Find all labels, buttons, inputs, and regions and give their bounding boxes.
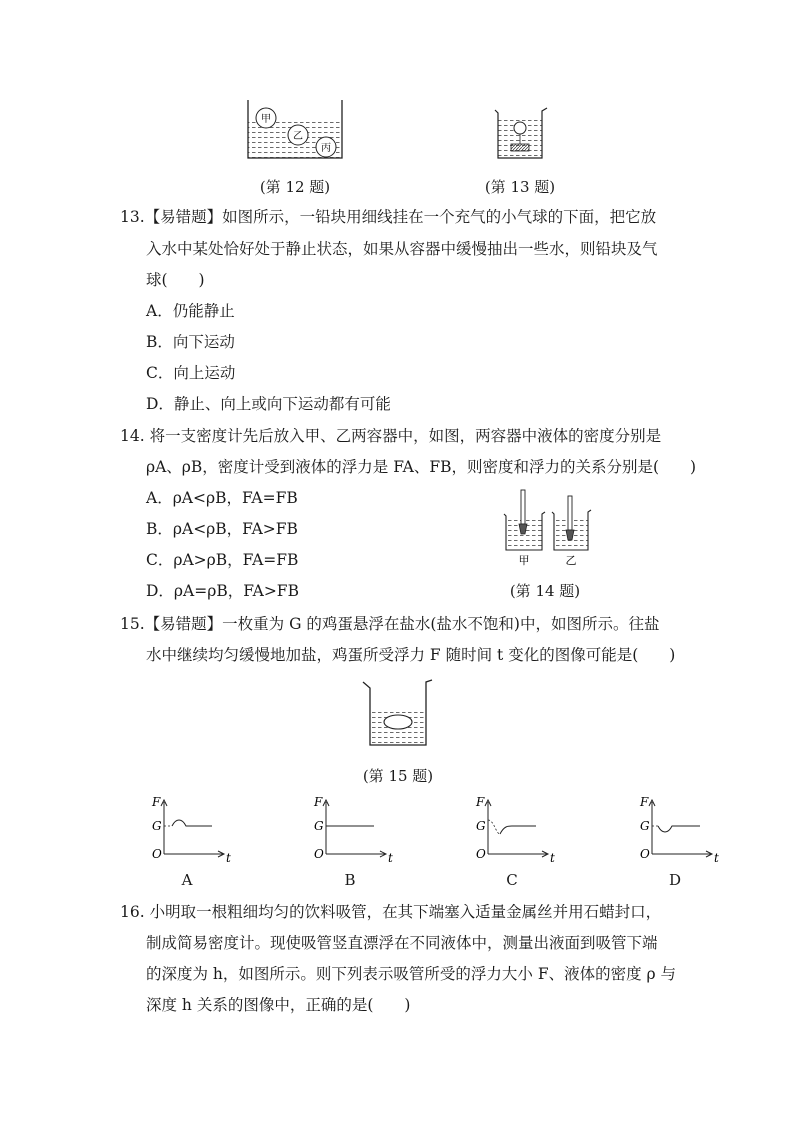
q14-line-2: ρA、ρB，密度计受到液体的浮力是 FA、FB，则密度和浮力的关系分别是( ) [146,458,697,476]
graph-a-O: O [152,847,162,861]
balloon [514,122,526,134]
figure-13 [492,108,550,162]
graph-a-F: F [152,795,161,809]
q16-line-4: 深度 h 关系的图像中，正确的是( ) [146,996,411,1014]
q16-line-1: 16. 小明取一根粗细均匀的饮料吸管，在其下端塞入适量金属丝并用石蜡封口， [120,903,662,921]
graph-a-label: A [181,871,193,889]
figure-12 [246,100,346,162]
label-yi: 乙 [293,131,303,142]
label-jia: 甲 [261,114,271,125]
label-bing: 丙 [321,143,331,154]
graph-d-F: F [640,795,649,809]
q16-line-3: 的深度为 h，如图所示。则下列表示吸管所受的浮力大小 F、液体的密度 ρ 与 [146,965,677,983]
q15-line-1: 15.【易错题】一枚重为 G 的鸡蛋悬浮在盐水(盐水不饱和)中，如图所示。往盐 [120,615,660,633]
graph-b [314,796,394,864]
fig14-label-yi: 乙 [565,554,577,567]
q13-option-c: C．向上运动 [146,364,236,382]
graph-c-F: F [476,795,485,809]
figure-14 [502,488,592,568]
graph-c-G: G [476,819,486,833]
fig14-label-jia: 甲 [518,554,530,567]
figure-15 [360,680,436,750]
q13-option-a: A．仍能静止 [146,302,235,320]
graph-a [152,796,232,864]
fig14-caption: (第 14 题) [509,582,581,600]
q14-option-a: A．ρA<ρB，FA=FB [146,489,298,507]
q13-line-2: 入水中某处恰好处于静止状态，如果从容器中缓慢抽出一些水，则铅块及气 [146,240,658,258]
graph-b-G: G [314,819,324,833]
q13-line-3: 球( ) [146,271,205,289]
graph-d-O: O [640,847,650,861]
q13-option-b: B．向下运动 [146,333,235,351]
q14-option-c: C．ρA>ρB，FA=FB [146,551,299,569]
hydrometer-yi [568,496,572,530]
graph-d-G: G [640,819,650,833]
q15-line-2: 水中继续均匀缓慢地加盐，鸡蛋所受浮力 F 随时间 t 变化的图像可能是( ) [146,646,676,664]
graph-d [640,796,720,864]
q13-line-1: 13.【易错题】如图所示，一铅块用细线挂在一个充气的小气球的下面，把它放 [120,208,657,226]
hydrometer-jia [521,490,525,524]
fig13-caption: (第 13 题) [484,178,556,196]
graph-c-t: t [550,851,555,865]
fig12-caption: (第 12 题) [259,178,331,196]
egg [384,715,412,729]
q14-line-1: 14. 将一支密度计先后放入甲、乙两容器中，如图，两容器中液体的密度分别是 [120,427,662,445]
graph-b-t: t [388,851,393,865]
graph-a-G: G [152,819,162,833]
lead-block [511,144,529,151]
graph-d-t: t [714,851,719,865]
graph-b-O: O [314,847,324,861]
graph-c-O: O [476,847,486,861]
graph-a-t: t [226,851,231,865]
fig15-caption: (第 15 题) [362,767,434,785]
graph-c [476,796,556,864]
graph-b-F: F [314,795,323,809]
q16-line-2: 制成简易密度计。现使吸管竖直漂浮在不同液体中，测量出液面到吸管下端 [146,934,658,952]
q13-option-d: D．静止、向上或向下运动都有可能 [146,395,391,413]
graph-b-label: B [344,871,356,889]
graph-c-label: C [506,871,518,889]
q14-option-d: D．ρA=ρB，FA>FB [146,582,299,600]
graph-d-label: D [668,871,682,889]
q14-option-b: B．ρA<ρB，FA>FB [146,520,298,538]
